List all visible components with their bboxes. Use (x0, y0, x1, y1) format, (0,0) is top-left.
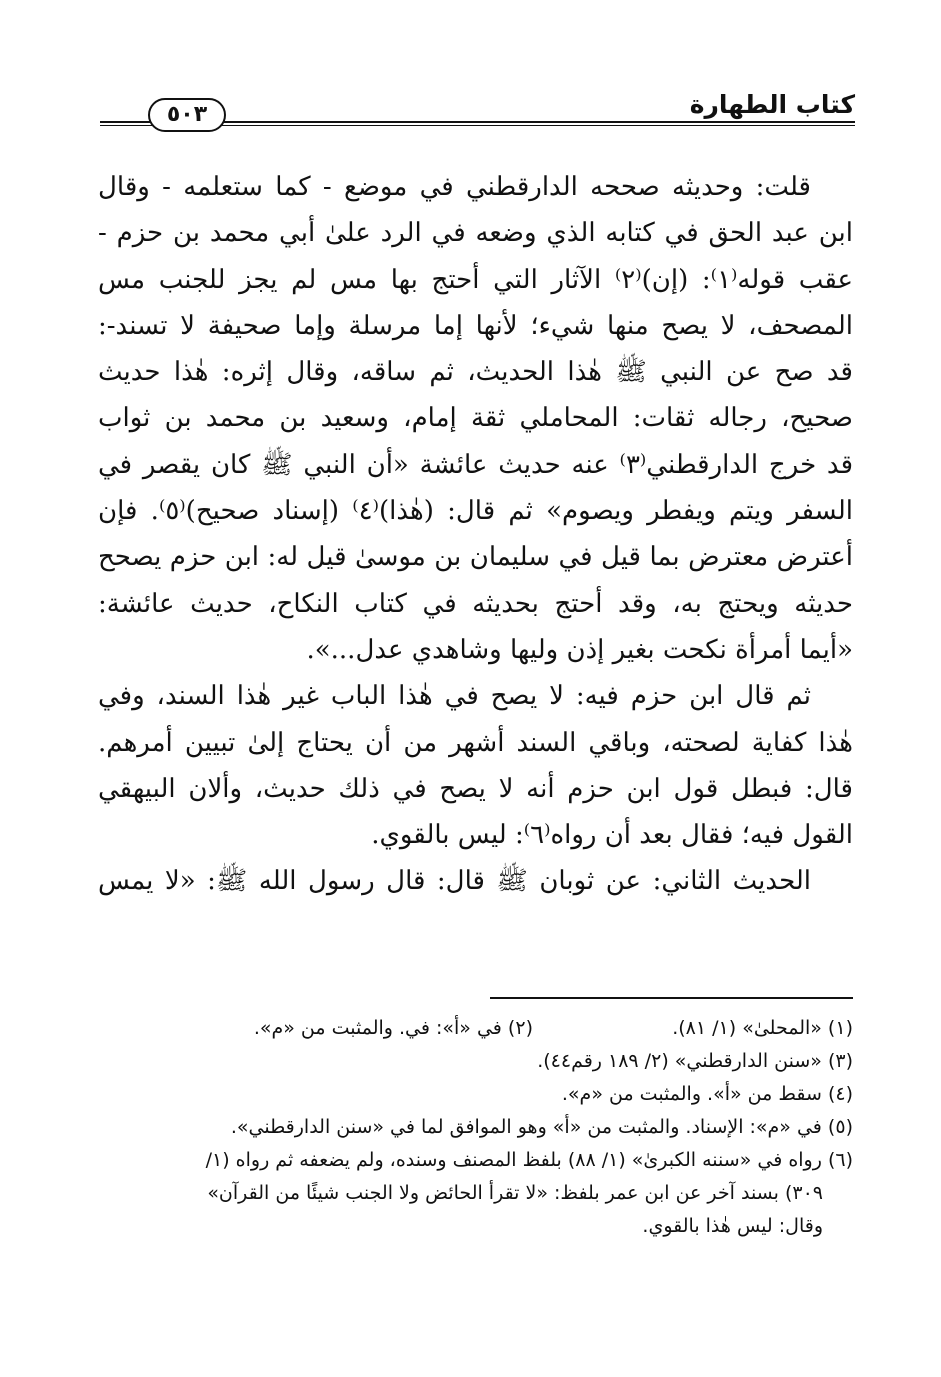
text-line: هٰذا كفاية لصحته، وباقي السند أشهر من أن يحتاج إلىٰ تبيين أمرهم. (98, 727, 853, 758)
text-line: ابن عبد الحق في كتابه الذي وضعه في الرد علىٰ أبي محمد بن حزم - (98, 218, 853, 249)
footnote-1: (١) «المحلىٰ» (١/ ٨١). (672, 1017, 853, 1039)
footnote-row (98, 1012, 853, 1045)
text-line: صحيح، رجاله ثقات: المحاملي ثقة إمام، وسعيد بن محمد بن ثواب (98, 403, 853, 434)
footnote-row (98, 1045, 853, 1078)
footnote-row (98, 1210, 853, 1243)
text-line: السفر ويتم ويفطر ويصوم» ثم قال: (هٰذا)⁽٤⁾ (إسناد صحيح)⁽٥⁾. فإن (98, 496, 853, 527)
footnote-3: (٣) «سنن الدارقطني» (٢/ ١٨٩ رقم٤٤). (537, 1050, 853, 1072)
paragraph-3 (98, 858, 853, 904)
text-line: «أيما أمرأة نكحت بغير إذن وليها وشاهدي عدل...». (306, 634, 853, 665)
page-number: ٥٠٣ (166, 102, 208, 127)
footnote-6-line-1: (٦) رواه في «سننه الكبرىٰ» (١/ ٨٨) بلفظ المصنف وسنده، ولم يضعفه ثم رواه (١/ (205, 1149, 853, 1171)
footnote-row (98, 1078, 853, 1111)
text-line: قد صح عن النبي ﷺ هٰذا الحديث، ثم ساقه، وقال إثره: هٰذا حديث (98, 357, 853, 388)
text-line: عقب قوله⁽١⁾: (إن)⁽٢⁾ الآثار التي أحتج بها مس لم يجز للجنب مس (98, 264, 853, 295)
footnote-separator (490, 997, 853, 999)
footnote-row (98, 1177, 853, 1210)
footnote-row (98, 1144, 853, 1177)
footnote-6-line-3: وقال: ليس هٰذا بالقوي. (642, 1215, 823, 1237)
text-line: قد خرج الدارقطني⁽٣⁾ عنه حديث عائشة «أن النبي ﷺ كان يقصر في (98, 449, 853, 480)
text-line: ثم قال ابن حزم فيه: لا يصح في هٰذا الباب غير هٰذا السند، وفي (98, 681, 811, 712)
paragraph-1 (98, 164, 853, 673)
footnote-2: (٢) في «أ»: في. والمثبت من «م». (253, 1017, 533, 1039)
text-line: أعترض معترض بما قيل في سليمان بن موسىٰ قيل له: ابن حزم يصحح (98, 542, 853, 573)
page-number-frame (148, 98, 226, 132)
text-line: حديثه ويحتج به، وقد أحتج بحديثه في كتاب النكاح، حديث عائشة: (98, 588, 853, 619)
text-line: القول فيه؛ فقال بعد أن رواه⁽٦⁾: ليس بالقوي. (371, 820, 853, 851)
running-header (100, 85, 855, 133)
footnote-row (98, 1111, 853, 1144)
footnote-6-line-2: ٣٠٩) بسند آخر عن ابن عمر بلفظ: «لا تقرأ الحائض ولا الجنب شيئًا من القرآن» (207, 1182, 823, 1204)
footnote-4: (٤) سقط من «أ». والمثبت من «م». (561, 1083, 853, 1105)
chapter-title: كتاب الطهارة (689, 90, 855, 119)
paragraph-2 (98, 673, 853, 858)
text-line: قال: فبطل قول ابن حزم أنه لا يصح في ذلك حديث، وألان البيهقي (98, 773, 853, 804)
footnotes (98, 1012, 853, 1243)
text-line: المصحف، لا يصح منها شيء؛ لأنها إما مرسلة وإما صحيفة لا تسند-: (98, 310, 853, 341)
text-line: قلت: وحديثه صححه الدارقطني في موضع - كما ستعلمه - وقال (98, 172, 811, 202)
main-text (98, 164, 853, 905)
footnote-5: (٥) في «م»: الإسناد. والمثبت من «أ» وهو الموافق لما في «سنن الدارقطني». (230, 1116, 853, 1138)
text-line: الحديث الثاني: عن ثوبان ﷺ قال: قال رسول الله ﷺ: «لا يمس (98, 866, 811, 897)
